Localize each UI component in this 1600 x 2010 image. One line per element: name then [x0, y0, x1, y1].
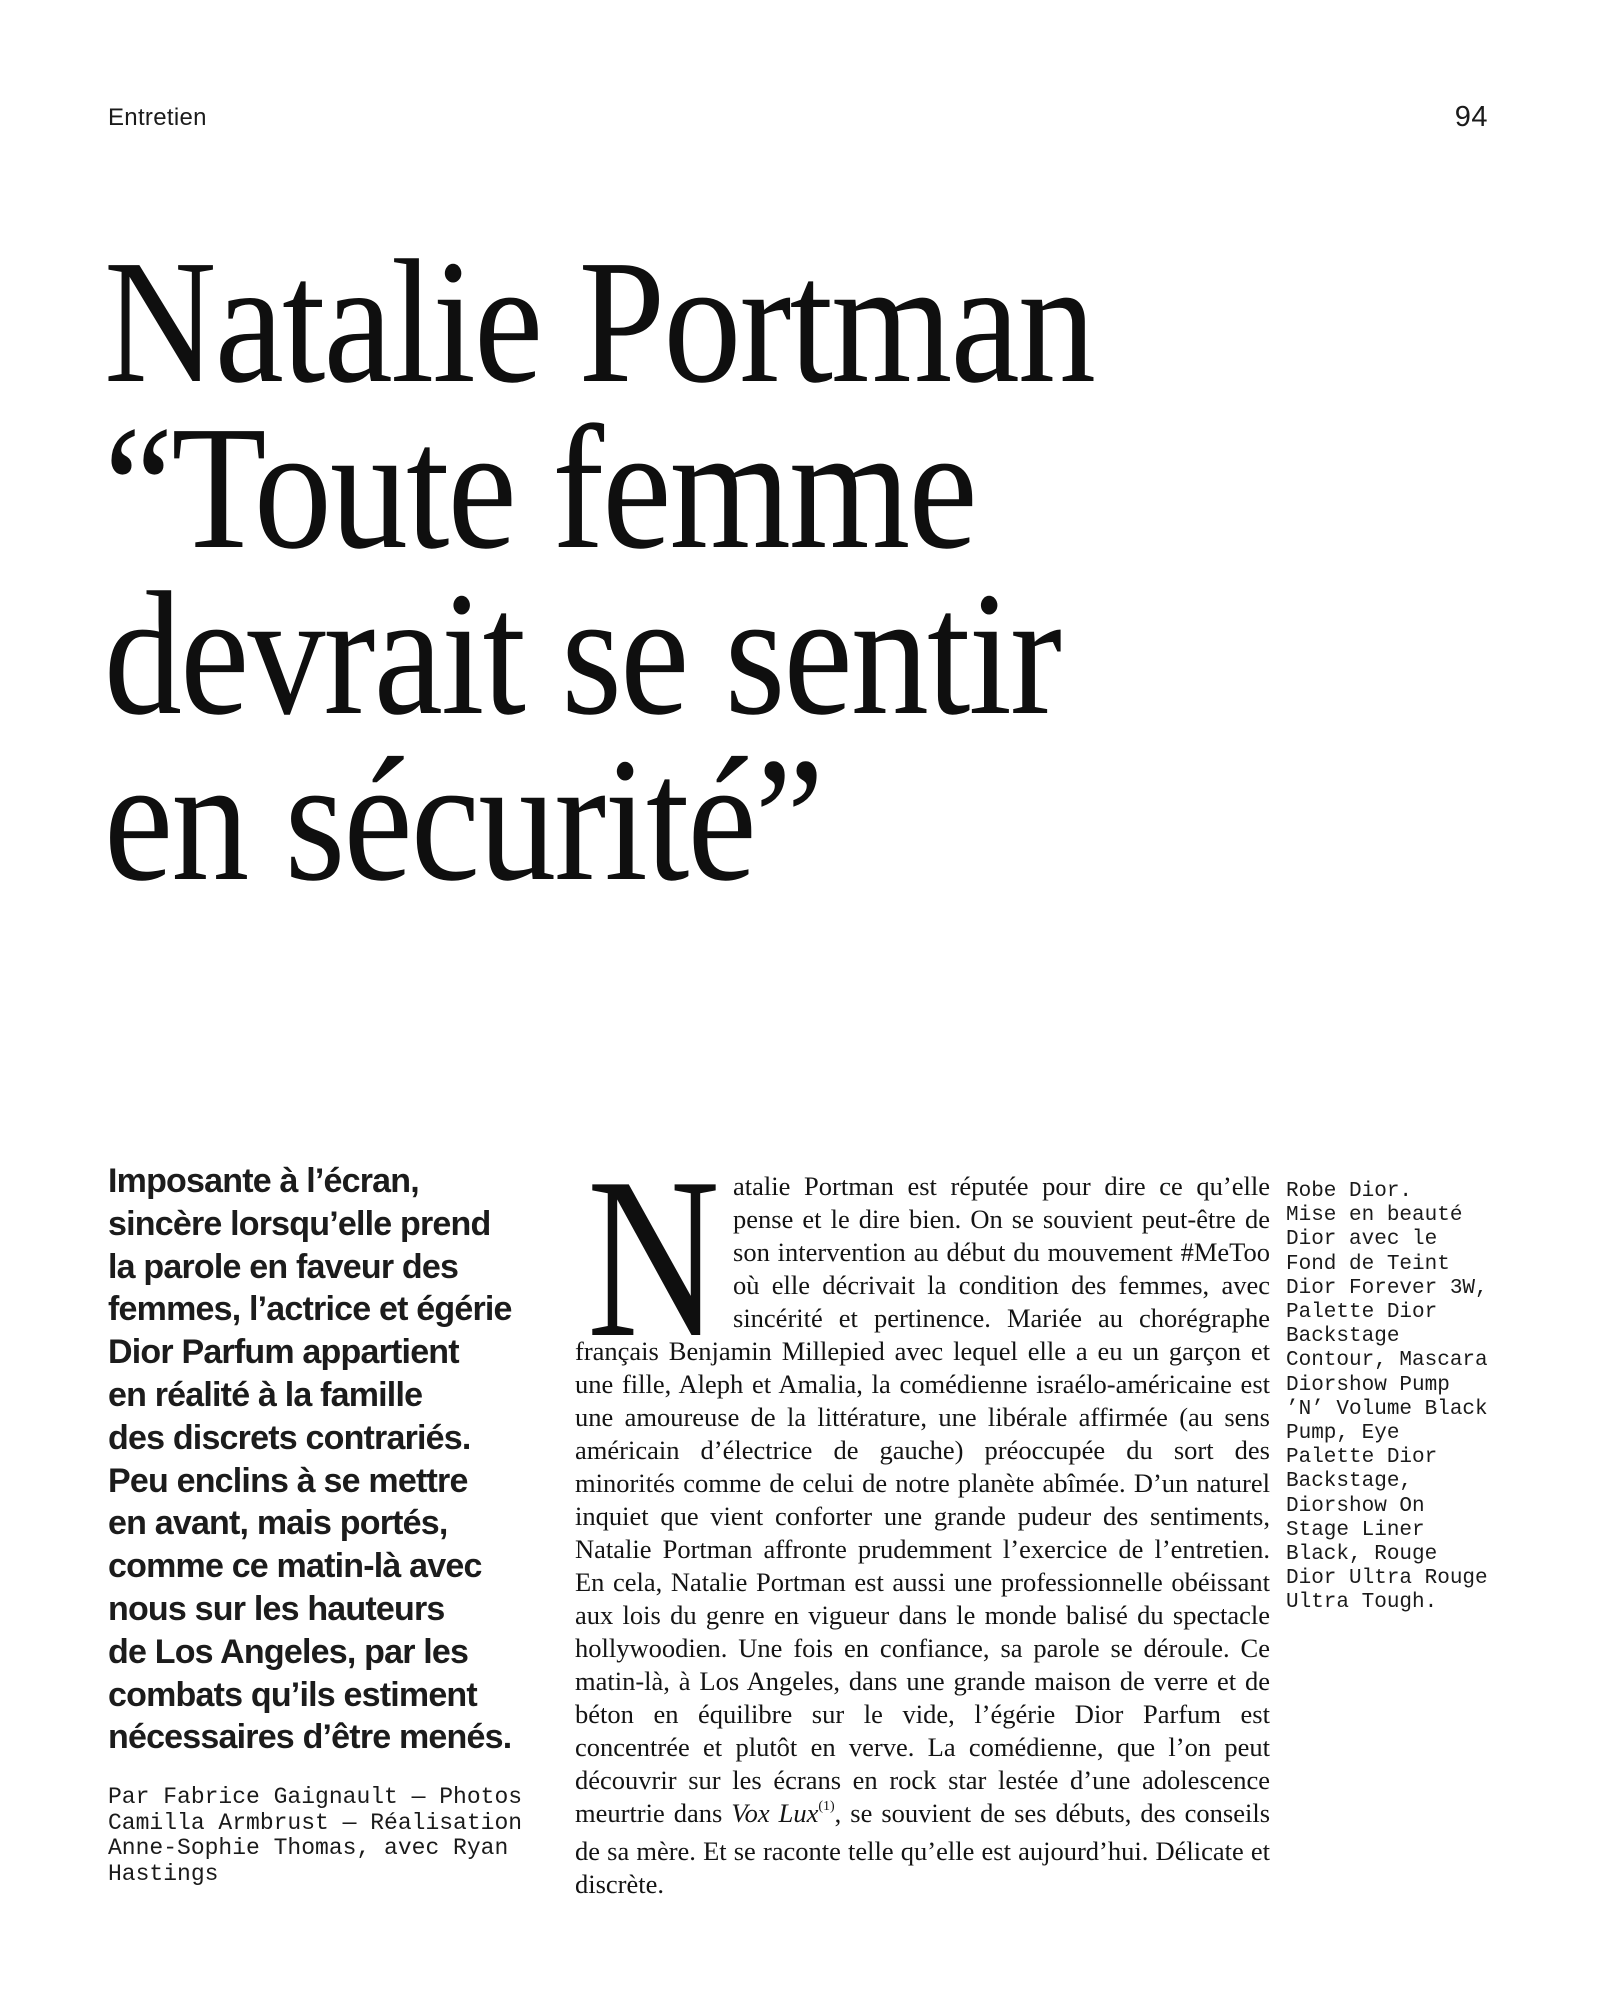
footnote-marker: (1) [818, 1799, 835, 1814]
article-text-end: , se souvient de ses débuts, des conseils de sa mère. Et se raconte telle qu’elle est aujourd’hui. Délicate et discrète. [575, 1798, 1271, 1899]
article-body [575, 1130, 1271, 1901]
byline: Par Fabrice Gaignault — Photos Camilla Armbrust — Réalisation Anne-Sophie Thomas, avec Ryan Hastings [108, 1784, 523, 1887]
drop-cap-letter: N [587, 1130, 720, 1385]
work-title: Vox Lux [731, 1798, 819, 1828]
headline: Natalie Portman “Toute femme devrait se sentir en sécurité” [104, 224, 1095, 918]
article-text-start: atalie Portman est réputée pour dire ce qu’elle pense et le dire bien. On se souvient peut-être de son intervention au début du mouvement #MeToo où elle décrivait la condition des femmes, avec sincérité et pertinence. Mariée au chorégraphe français Benjamin Millepied avec lequel elle a eu un garçon et une fille, Aleph et Amalia, la comédienne israélo-américaine est une amoureuse de la littérature, une libérale affirmée (au sens américain d’électrice de gauche) préoccupée du sort des minorités comme de celui de notre planète abîmée. D’un naturel inquiet que vient conforter une grande pudeur des sentiments, Natalie Portman affronte prudemment l’exercice de l’entretien. En cela, Natalie Portman est aussi une professionnelle obéissant aux lois du genre en vigueur dans le monde balisé du spectacle hollywoodien. Une fois en confiance, sa parole se déroule. Ce matin-là, à Los Angeles, dans une grande maison de verre et de béton en équilibre sur le vide, l’égérie Dior Parfum est concentrée et plutôt en verve. La comédienne, que l’on peut découvrir sur les écrans en rock star lestée d’une adolescence meurtrie dans [575, 1171, 1270, 1828]
credits-column: Robe Dior. Mise en beauté Dior avec le Fond de Teint Dior Forever 3W, Palette Dior Backstage Contour, Mascara Diorshow Pump ’N’ Volume Black Pump, Eye Palette Dior Backstage, Diorshow On Stage Liner Black, Rouge Dior Ultra Rouge Ultra Tough. [1286, 1180, 1488, 1615]
drop-cap [587, 1130, 720, 1385]
section-label: Entretien [108, 104, 207, 131]
intro-paragraph: Imposante à l’écran, sincère lorsqu’elle prend la parole en faveur des femmes, l’actrice et égérie Dior Parfum appartient en réalité à la famille des discrets contrariés. Peu enclins à se mettre en avant, mais portés, comme ce matin-là avec nous sur les hauteurs de Los Angeles, par les combats qu’ils estiment nécessaires d’être menés. [108, 1162, 512, 1757]
page-number: 94 [1454, 101, 1488, 133]
